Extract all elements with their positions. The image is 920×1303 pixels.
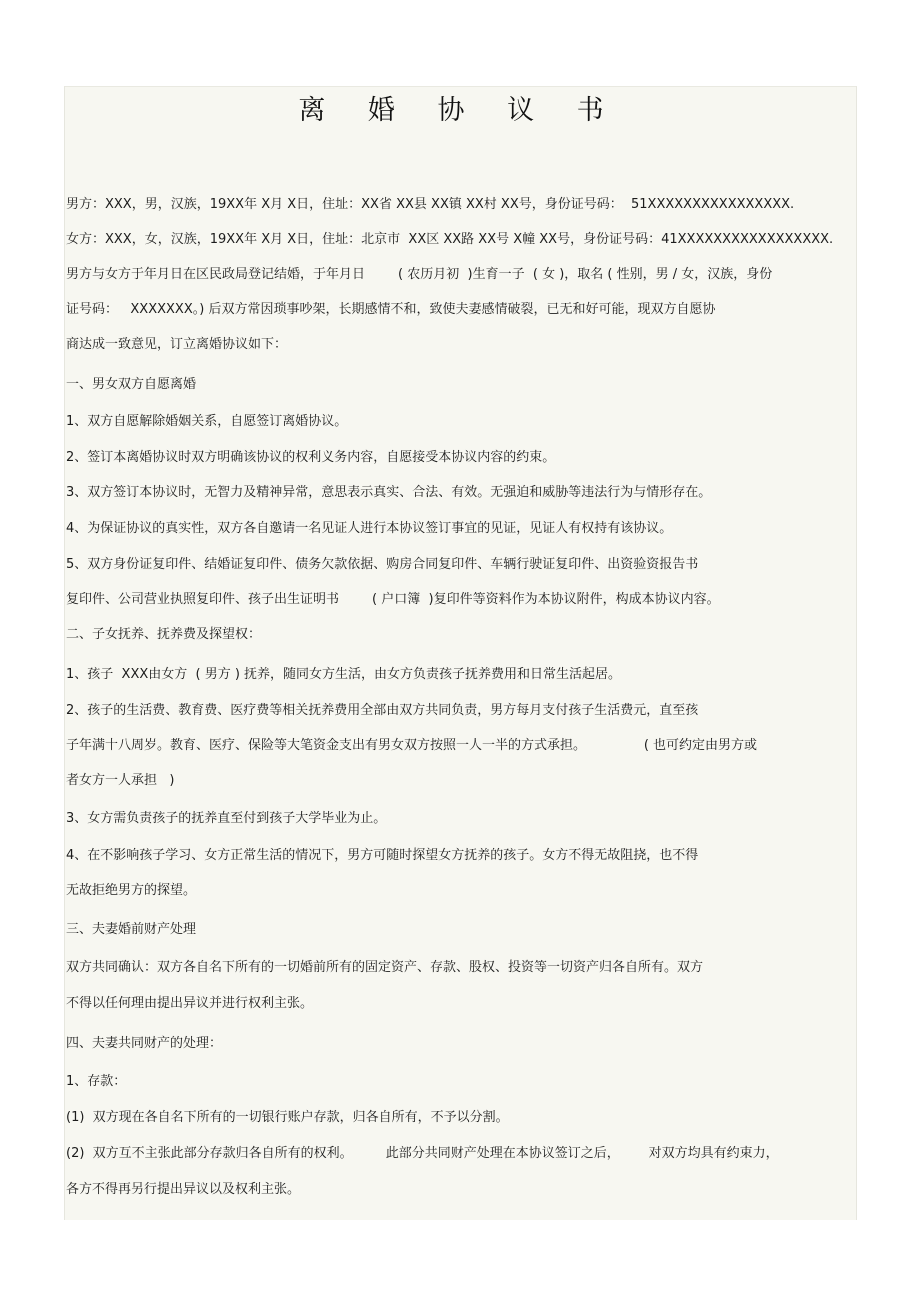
clause-1-5-line-2: 复印件、公司营业执照复印件、孩子出生证明书 ( 户口簿 )复印件等资料作为本协议附件，构成本协议内容。 [66,592,720,607]
clause-4-1-item-2-line-2: 各方不得再另行提出异议以及权利主张。 [66,1182,301,1197]
clause-1-2: 2、签订本离婚协议时双方明确该协议的权利义务内容，自愿接受本协议内容的约束。 [66,450,556,465]
clause-1-3: 3、双方签订本协议时，无智力及精神异常，意思表示真实、合法、有效。无强迫和威胁等违法行为与情形存在。 [66,485,712,500]
section-heading-1: 一、男女双方自愿离婚 [66,377,197,392]
party-man-line: 男方：XXX，男，汉族，19XX年 X月 X日，住址：XX省 XX县 XX镇 XX村 XX号，身份证号码： 51XXXXXXXXXXXXXXXX. [66,197,795,212]
clause-2-3: 3、女方需负责孩子的抚养直至付到孩子大学毕业为止。 [66,811,387,826]
section-heading-3: 三、夫妻婚前财产处理 [66,922,197,937]
section-heading-4: 四、夫妻共同财产的处理： [66,1036,223,1051]
clause-3-line-2: 不得以任何理由提出异议并进行权利主张。 [66,996,314,1011]
clause-4-1-item-1: (1) 双方现在各自名下所有的一切银行账户存款，归各自所有，不予以分割。 [66,1110,509,1125]
clause-1-5-line-1: 5、双方身份证复印件、结婚证复印件、债务欠款依据、购房合同复印件、车辆行驶证复印件、出资验资报告书 [66,557,699,572]
document-title: 离 婚 协 议 书 [298,95,621,126]
clause-3-line-1: 双方共同确认：双方各自名下所有的一切婚前所有的固定资产、存款、股权、投资等一切资产归各自所有。双方 [66,960,704,975]
clause-2-1: 1、孩子 XXX由女方 ( 男方 ) 抚养，随同女方生活，由女方负责孩子抚养费用和日常生活起居。 [66,667,622,682]
clause-2-4-line-1: 4、在不影响孩子学习、女方正常生活的情况下，男方可随时探望女方抚养的孩子。女方不得无故阻挠，也不得 [66,848,699,863]
clause-2-2-line-2: 子年满十八周岁。教育、医疗、保险等大笔资金支出有男女双方按照一人一半的方式承担。 ( 也可约定由男方或 [66,738,758,753]
clause-4-1: 1、存款： [66,1074,127,1089]
clause-4-1-item-2-line-1: (2) 双方互不主张此部分存款归各自所有的权利。 此部分共同财产处理在本协议签订之后， 对双方均具有约束力， [66,1146,779,1161]
intro-line-2: 证号码： XXXXXXX。) 后双方常因琐事吵架，长期感情不和，致使夫妻感情破裂，已无和好可能，现双方自愿协 [66,302,716,317]
intro-line-3: 商达成一致意见，订立离婚协议如下： [66,337,288,352]
clause-1-1: 1、双方自愿解除婚姻关系，自愿签订离婚协议。 [66,414,348,429]
section-heading-2: 二、子女抚养、抚养费及探望权： [66,627,262,642]
clause-2-2-line-1: 2、孩子的生活费、教育费、医疗费等相关抚养费用全部由双方共同负责，男方每月支付孩子生活费元，直至孩 [66,703,699,718]
clause-2-4-line-2: 无故拒绝男方的探望。 [66,883,197,898]
clause-2-2-line-3: 者女方一人承担 ) [66,773,175,788]
clause-1-4: 4、为保证协议的真实性，双方各自邀请一名见证人进行本协议签订事宜的见证，见证人有权持有该协议。 [66,521,673,536]
intro-line-1: 男方与女方于年月日在区民政局登记结婚，于年月日 ( 农历月初 )生育一子 ( 女 )，取名 ( 性别，男 / 女，汉族，身份 [66,267,773,282]
party-woman-line: 女方：XXX，女，汉族，19XX年 X月 X日，住址：北京市 XX区 XX路 XX号 X幢 XX号，身份证号码：41XXXXXXXXXXXXXXXXX. [66,232,834,247]
